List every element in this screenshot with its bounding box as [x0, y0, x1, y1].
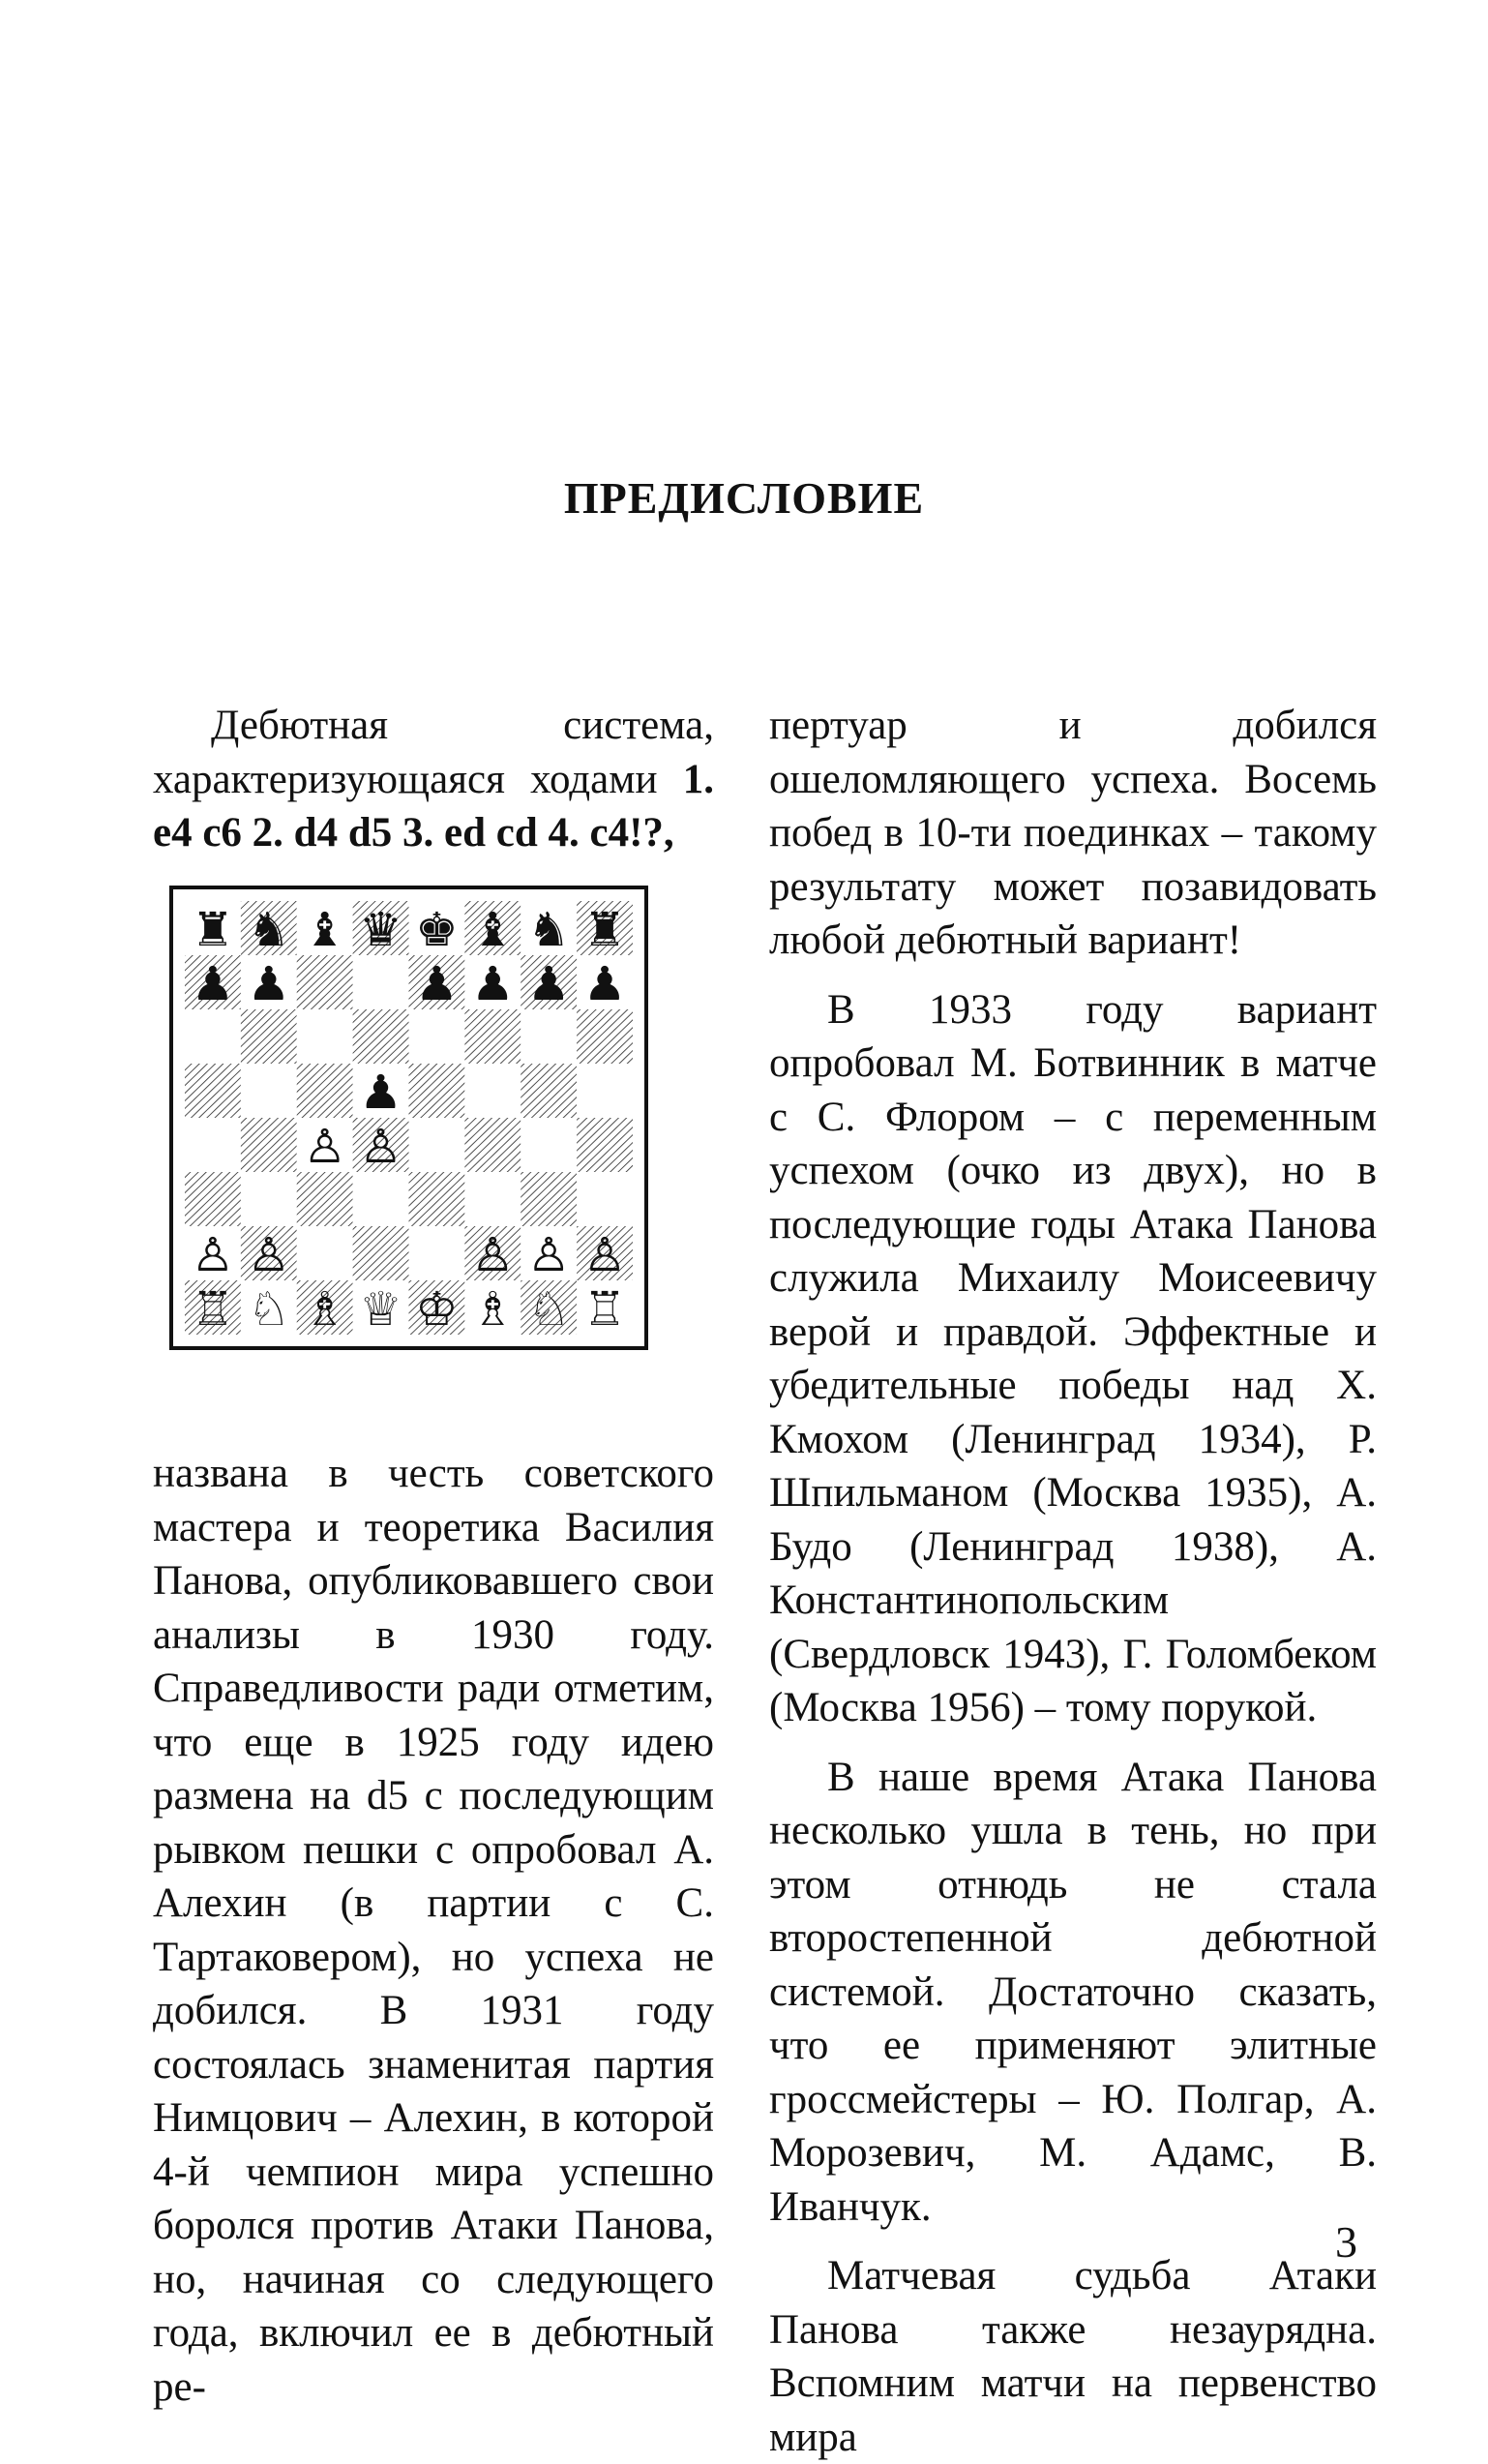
paragraph: названа в честь советского мастера и теоретика Василия Панова, опубликовавшего свои анализы в 1930 году. Справедливости ради отметим, что еще в 1925 году идею размена на d5 с последующим рывком пешки с опробовал А. Алехин (в партии с С. Тартаковером), но успеха не добился. В 1931 году состоялась знаменитая партия Нимцович – Алехин, в которой 4-й чемпион мира успешно боролся против Атаки Панова, но, начиная со следующего года, включил ее в дебютный ре- [153, 1451, 714, 2410]
board-square [521, 1118, 577, 1172]
board-square [521, 1009, 577, 1064]
board-square [297, 955, 353, 1009]
chess-piece-d8: ♛ [359, 902, 402, 957]
board-square [297, 1226, 353, 1280]
chess-piece-a8: ♜ [191, 902, 235, 957]
board-square [241, 1118, 297, 1172]
board-square [521, 1172, 577, 1226]
chess-piece-e7: ♟ [415, 956, 459, 1011]
chess-piece-f2: ♙ [471, 1227, 515, 1282]
page-number: 3 [1335, 2217, 1357, 2267]
chess-piece-a2: ♙ [191, 1227, 235, 1282]
left-column-continued [153, 1405, 714, 2455]
left-column [153, 699, 714, 860]
chess-piece-a1: ♖ [191, 1281, 235, 1335]
board-square [297, 1064, 353, 1118]
board-square [409, 1118, 465, 1172]
chess-piece-d1: ♕ [359, 1281, 402, 1335]
chess-piece-d5: ♟ [359, 1065, 402, 1120]
chess-piece-b2: ♙ [247, 1227, 291, 1282]
board-square [464, 1009, 521, 1064]
board-square [353, 1226, 409, 1280]
chess-piece-h7: ♟ [582, 956, 627, 1011]
intro-paragraph [153, 699, 714, 860]
board-square [185, 1064, 241, 1118]
chess-piece-b7: ♟ [247, 956, 291, 1011]
board-square [577, 1172, 633, 1226]
board-square [464, 1064, 521, 1118]
board-square [409, 1172, 465, 1226]
paragraph: пертуар и добился ошеломляющего успеха. Восемь побед в 10-ти поединках – такому результату может позавидовать любой дебютный вариант! [769, 703, 1377, 963]
board-square [353, 1009, 409, 1064]
chess-piece-g8: ♞ [526, 902, 571, 957]
chess-piece-c4: ♙ [303, 1119, 346, 1174]
board-square [185, 1118, 241, 1172]
chess-piece-g7: ♟ [526, 956, 571, 1011]
chess-piece-h1: ♖ [582, 1281, 627, 1335]
chess-piece-c8: ♝ [303, 902, 346, 957]
chess-piece-g2: ♙ [526, 1227, 571, 1282]
chess-piece-f8: ♝ [471, 902, 515, 957]
right-column [769, 699, 1377, 2464]
chess-diagram [169, 886, 648, 1350]
paragraph: В 1933 году вариант опробовал М. Ботвинник в матче с С. Флором – с переменным успехом (очко из двух), но в последующие годы Атака Панова служила Михаилу Моисеевичу верой и правдой. Эффектные и убедительные победы над X. Кмохом (Ленинград 1934), Р. Шпильманом (Москва 1935), А. Будо (Ленинград 1938), А. Константинопольским (Свердловск 1943), Г. Голомбеком (Москва 1956) – тому порукой. [769, 986, 1377, 1730]
chess-piece-d4: ♙ [359, 1119, 402, 1174]
chess-piece-b8: ♞ [247, 902, 291, 957]
board-square [409, 1226, 465, 1280]
chess-piece-c1: ♗ [303, 1281, 346, 1335]
board-square [241, 1009, 297, 1064]
board-square [577, 1118, 633, 1172]
board-square [464, 1172, 521, 1226]
chess-piece-h8: ♜ [582, 902, 627, 957]
chess-piece-b1: ♘ [247, 1281, 291, 1335]
board-square [185, 1009, 241, 1064]
board-square [409, 1009, 465, 1064]
board-square [241, 1064, 297, 1118]
chess-piece-e8: ♚ [415, 902, 459, 957]
chess-piece-h2: ♙ [582, 1227, 627, 1282]
paragraph: В наше время Атака Панова несколько ушла в тень, но при этом отнюдь не стала второстепенной дебютной системой. Достаточно сказать, что ее применяют элитные гроссмейстеры – Ю. Полгар, А. Морозевич, М. Адамс, В. Иванчук. [769, 1754, 1377, 2230]
chess-board [185, 901, 633, 1335]
page-title: ПРЕДИСЛОВИЕ [563, 473, 925, 523]
board-square [297, 1009, 353, 1064]
board-square [577, 1064, 633, 1118]
board-square [241, 1172, 297, 1226]
chess-piece-f1: ♗ [471, 1281, 515, 1335]
board-square [577, 1009, 633, 1064]
board-square [409, 1064, 465, 1118]
chess-piece-e1: ♔ [415, 1281, 459, 1335]
board-square [521, 1064, 577, 1118]
chess-piece-f7: ♟ [471, 956, 515, 1011]
board-square [185, 1172, 241, 1226]
opening-moves: 1. е4 с6 2. d4 d5 3. ed cd 4. с4!?, [153, 756, 715, 856]
board-square [297, 1172, 353, 1226]
intro-text: Дебютная система, характеризующаяся ходами [153, 703, 714, 802]
chess-piece-a7: ♟ [191, 956, 235, 1011]
chess-piece-g1: ♘ [526, 1281, 571, 1335]
board-square [464, 1118, 521, 1172]
board-square [353, 1172, 409, 1226]
paragraph: Матчевая судьба Атаки Панова также незаурядна. Вспомним матчи на первенство мира [769, 2253, 1377, 2460]
board-square [353, 955, 409, 1009]
